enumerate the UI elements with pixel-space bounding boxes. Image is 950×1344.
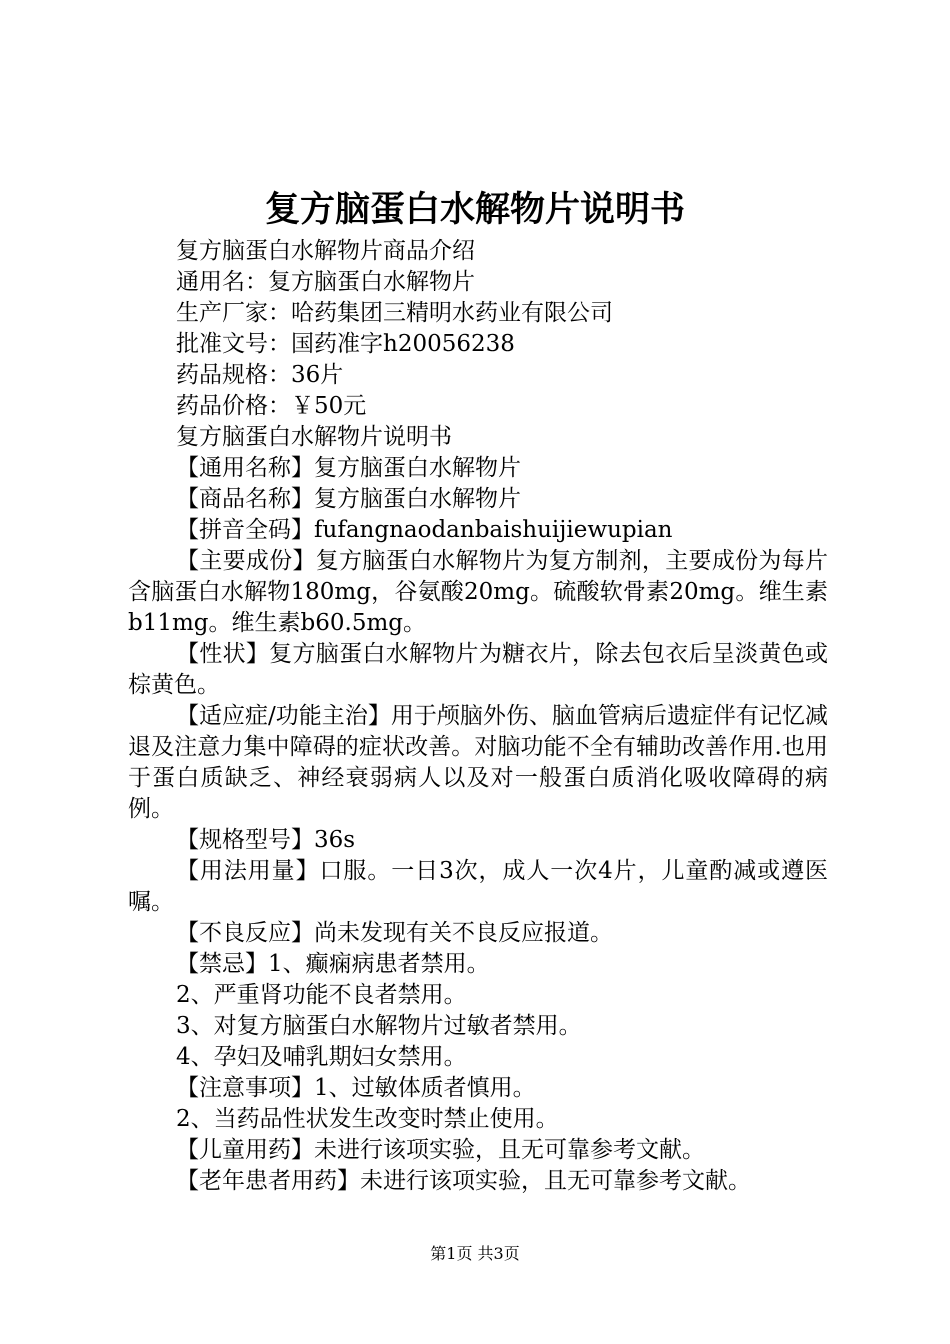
- paragraph-specification: 药品规格：36片: [176, 362, 344, 388]
- paragraph-dosage: 【用法用量】口服。一日3次，成人一次4片，儿童酌减或遵医嘱。: [128, 858, 828, 915]
- paragraph-price: 药品价格：￥50元: [176, 393, 367, 419]
- document-title: 复方脑蛋白水解物片说明书: [264, 189, 685, 230]
- paragraph-indications: 【适应症/功能主治】用于颅脑外伤、脑血管病后遗症伴有记忆减退及注意力集中障碍的症状改善。对脑功能不全有辅助改善作用.也用于蛋白质缺乏、神经衰弱病人以及对一般蛋白质消化吸收障碍的病例。: [128, 703, 828, 822]
- paragraph-pediatric-use: 【儿童用药】未进行该项实验，且无可靠参考文献。: [176, 1137, 705, 1163]
- paragraph-common-name: 【通用名称】复方脑蛋白水解物片: [176, 455, 521, 481]
- paragraph-generic-name: 通用名：复方脑蛋白水解物片: [176, 269, 475, 295]
- paragraph-appearance: 【性状】复方脑蛋白水解物片为糖衣片，除去包衣后呈淡黄色或棕黄色。: [128, 641, 828, 698]
- paragraph-contraindication-1: 【禁忌】1、癫痫病患者禁用。: [176, 951, 490, 977]
- paragraph-contraindication-4: 4、孕妇及哺乳期妇女禁用。: [176, 1044, 467, 1070]
- paragraph-adverse-reactions: 【不良反应】尚未发现有关不良反应报道。: [176, 920, 613, 946]
- paragraph-contraindication-2: 2、严重肾功能不良者禁用。: [176, 982, 467, 1008]
- document-body: [128, 236, 828, 1197]
- paragraph-trade-name: 【商品名称】复方脑蛋白水解物片: [176, 486, 521, 512]
- paragraph-product-intro: 复方脑蛋白水解物片商品介绍: [176, 238, 475, 264]
- paragraph-precaution-1: 【注意事项】1、过敏体质者慎用。: [176, 1075, 536, 1101]
- paragraph-geriatric-use: 【老年患者用药】未进行该项实验，且无可靠参考文献。: [176, 1168, 751, 1194]
- paragraph-ingredients: 【主要成份】复方脑蛋白水解物片为复方制剂，主要成份为每片含脑蛋白水解物180mg，谷氨酸20mg。硫酸软骨素20mg。维生素b11mg。维生素b60.5mg。: [128, 548, 828, 636]
- paragraph-model: 【规格型号】36s: [176, 827, 356, 853]
- page-number-footer: 第1页 共3页: [430, 1244, 520, 1263]
- paragraph-manufacturer: 生产厂家：哈药集团三精明水药业有限公司: [176, 300, 613, 326]
- paragraph-approval-number: 批准文号：国药准字h20056238: [176, 331, 515, 357]
- paragraph-pinyin: 【拼音全码】fufangnaodanbaishuijiewupian: [176, 517, 673, 543]
- paragraph-precaution-2: 2、当药品性状发生改变时禁止使用。: [176, 1106, 559, 1132]
- paragraph-instructions-heading: 复方脑蛋白水解物片说明书: [176, 424, 452, 450]
- paragraph-contraindication-3: 3、对复方脑蛋白水解物片过敏者禁用。: [176, 1013, 582, 1039]
